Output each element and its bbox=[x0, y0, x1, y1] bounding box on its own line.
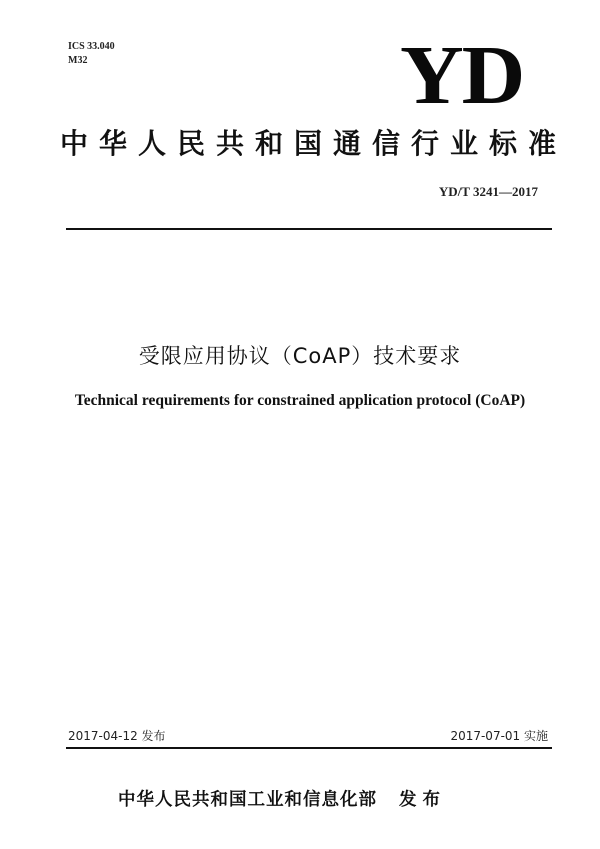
yd-logo: YD bbox=[400, 29, 524, 122]
publish-label: 发布 bbox=[399, 790, 446, 810]
standard-number: YD/T 3241—2017 bbox=[438, 184, 538, 199]
issuer-name: 中华人民共和国工业和信息化部 bbox=[118, 790, 377, 810]
classification-codes bbox=[68, 40, 115, 68]
industry-standard-title: 中华人民共和国通信行业标准 bbox=[60, 127, 568, 160]
implementation-date: 2017-07-01 实施 bbox=[450, 729, 548, 743]
issuing-authority bbox=[118, 786, 446, 811]
issue-date: 2017-04-12 发布 bbox=[68, 729, 166, 743]
category-code: M32 bbox=[68, 55, 88, 66]
top-divider bbox=[66, 228, 552, 230]
document-title-english: Technical requirements for constrained application protocol (CoAP) bbox=[74, 392, 526, 409]
document-title-chinese: 受限应用协议（CoAP）技术要求 bbox=[138, 344, 462, 368]
bottom-divider bbox=[66, 747, 552, 749]
ics-code: ICS 33.040 bbox=[68, 41, 115, 52]
